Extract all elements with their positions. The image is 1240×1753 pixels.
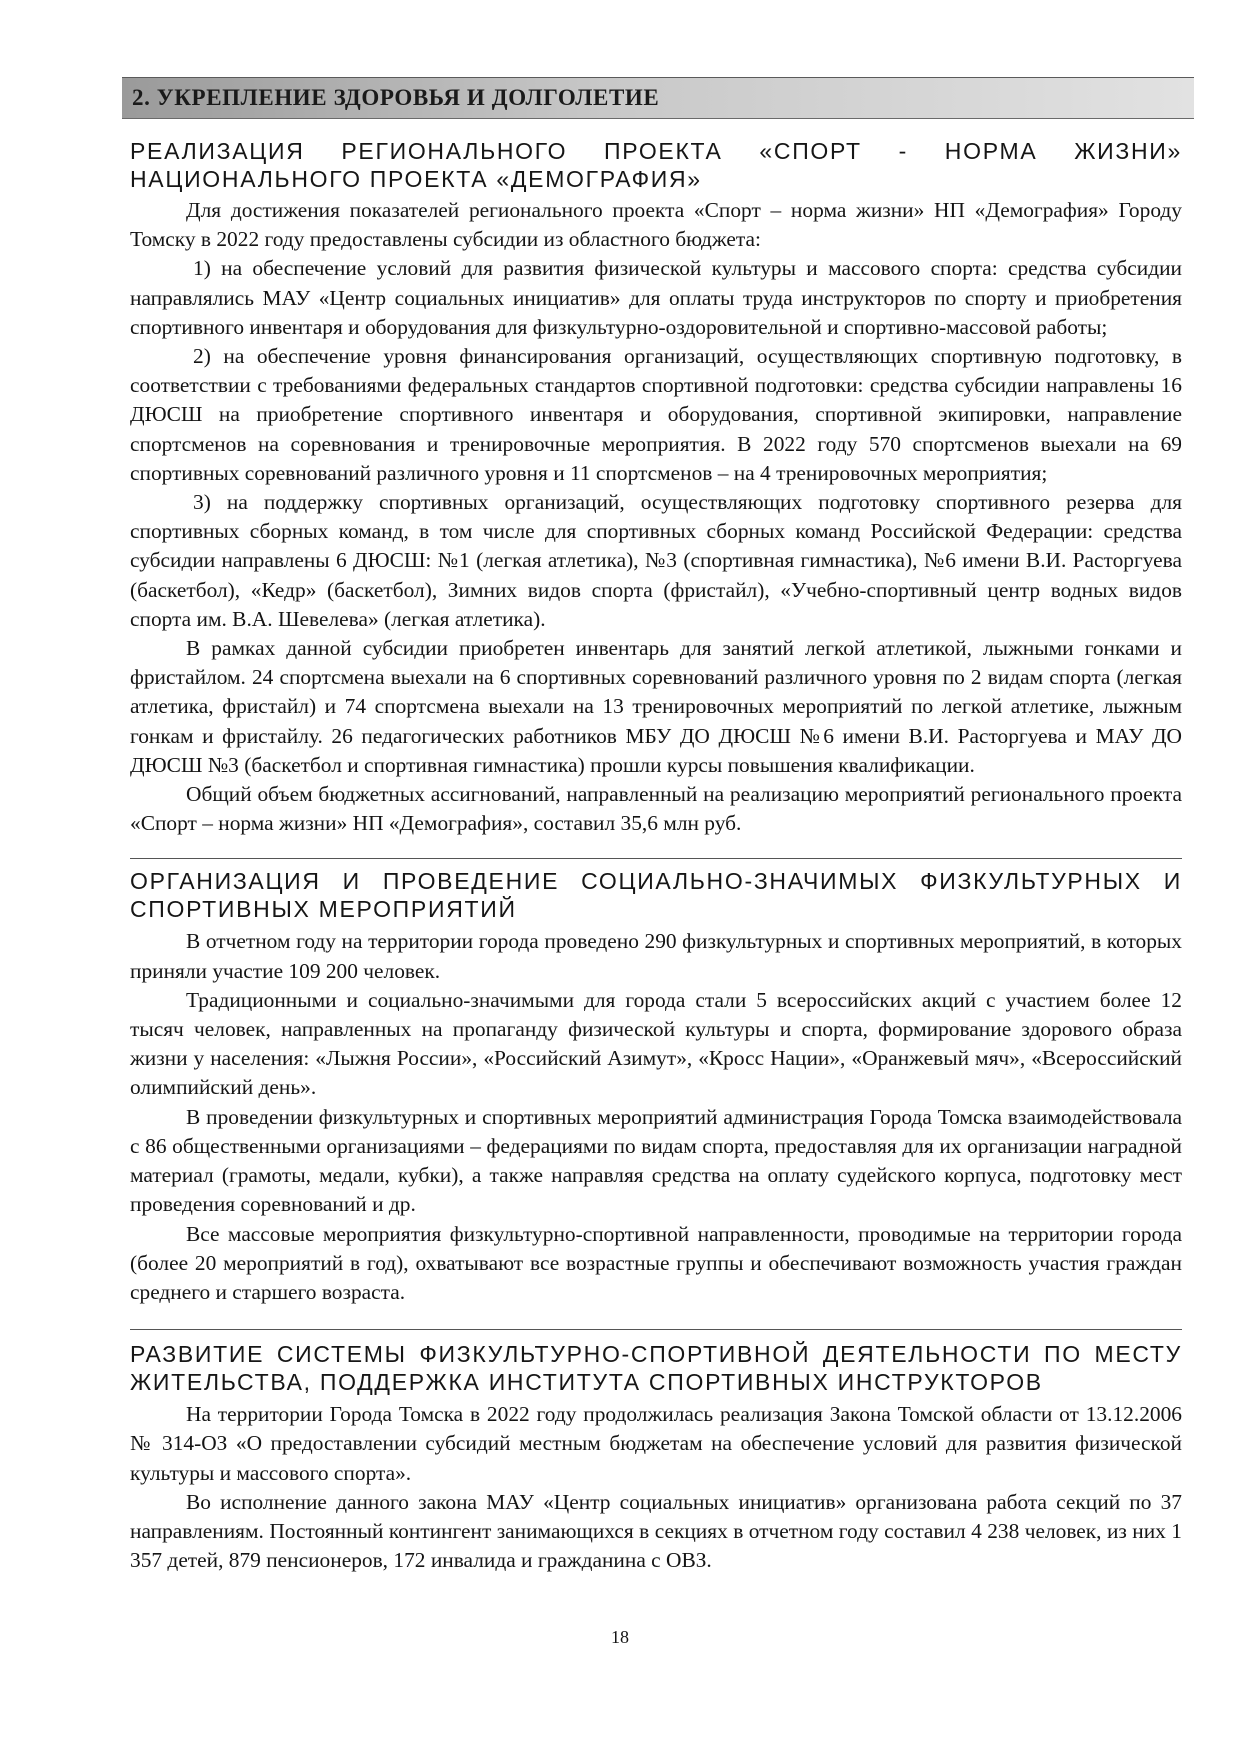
paragraph: На территории Города Томска в 2022 году продолжилась реализация Закона Томской области от 13.12.2006 № 314-ОЗ «О предоставлении субсидий местным бюджетам на обеспечение условий для развития физической культуры и массового спорта». [130, 1402, 1182, 1485]
paragraph: Все массовые мероприятия физкультурно-спортивной направленности, проводимые на территории города (более 20 мероприятий в год), охватывают все возрастные группы и обеспечивают возможность участия граждан среднего и старшего возраста. [130, 1221, 1182, 1304]
list-item: 1) на обеспечение условий для развития физической культуры и массового спорта: средства субсидии направлялись МАУ «Центр социальных инициатив» для оплаты труда инструкторов по спорту и приобретения спортивного инвентаря и оборудования для физкультурно-оздоровительной и спортивно-массовой работы; [130, 256, 1182, 339]
section-regional-project [130, 137, 1182, 838]
paragraph: Во исполнение данного закона МАУ «Центр социальных инициатив» организована работа секций по 37 направлениям. Постоянный контингент занимающихся в секциях в отчетном году составил 4 238 человек, из них 1 357 детей, 879 пенсионеров, 172 инвалида и гражданина с ОВЗ. [130, 1489, 1182, 1573]
paragraph: Общий объем бюджетных ассигнований, направленный на реализацию мероприятий регионального проекта «Спорт – норма жизни» НП «Демография», составил 35,6 млн руб. [130, 782, 1182, 836]
page-number: 18 [611, 1627, 629, 1647]
list-item: 2) на обеспечение уровня финансирования организаций, осуществляющих спортивную подготовку, в соответствии с требованиями федеральных стандартов спортивной подготовки: средства субсидии направлены 16 ДЮСШ на приобретение спортивного инвентаря и оборудования, спортивной экипировки, направление спортсменов на соревнования и тренировочные мероприятия. В 2022 году 570 спортсменов выехали на 69 спортивных соревнований различного уровня и 11 спортсменов – на 4 тренировочных мероприятия; [130, 344, 1182, 485]
paragraph: Традиционными и социально-значимыми для города стали 5 всероссийских акций с участием более 12 тысяч человек, направленных на пропаганду физической культуры и спорта, формирование здорового образа жизни у населения: «Лыжня России», «Российский Азимут», «Кросс Нации», «Оранжевый мяч», «Всероссийский олимпийский день». [130, 987, 1182, 1100]
section-divider [130, 1329, 1182, 1330]
paragraph: Для достижения показателей регионального проекта «Спорт – норма жизни» НП «Демография» Городу Томску в 2022 году предоставлены субсидии из областного бюджета: [130, 198, 1182, 252]
section-divider [130, 858, 1182, 859]
paragraph: В рамках данной субсидии приобретен инвентарь для занятий легкой атлетикой, лыжными гонками и фристайлом. 24 спортсмена выехали на 6 спортивных соревнований различного уровня по 2 видам спорта (легкая атлетика, фристайл) и 74 спортсмена выехали на 13 тренировочных мероприятий по легкой атлетике, лыжным гонкам и фристайлу. 26 педагогических работников МБУ ДО ДЮСШ №6 имени В.И. Расторгуева и МАУ ДО ДЮСШ №3 (баскетбол и спортивная гимнастика) прошли курсы повышения квалификации. [130, 636, 1182, 777]
section-title: РАЗВИТИЕ СИСТЕМЫ ФИЗКУЛЬТУРНО-СПОРТИВНОЙ ДЕЯТЕЛЬНОСТИ ПО МЕСТУ ЖИТЕЛЬСТВА, ПОДДЕРЖКА ИНСТИТУТА СПОРТИВНЫХ ИНСТРУКТОРОВ [130, 1341, 1182, 1396]
section-title: ОРГАНИЗАЦИЯ И ПРОВЕДЕНИЕ СОЦИАЛЬНО-ЗНАЧИМЫХ ФИЗКУЛЬТУРНЫХ И СПОРТИВНЫХ МЕРОПРИЯТИЙ [130, 868, 1182, 923]
paragraph: В отчетном году на территории города проведено 290 физкультурных и спортивных мероприятий, в которых приняли участие 109 200 человек. [130, 929, 1182, 983]
chapter-header [122, 77, 1194, 119]
chapter-title: 2. УКРЕПЛЕНИЕ ЗДОРОВЬЯ И ДОЛГОЛЕТИЕ [132, 85, 660, 110]
section-events [130, 867, 1182, 1307]
paragraph: В проведении физкультурных и спортивных мероприятий администрация Города Томска взаимодействовала с 86 общественными организациями – федерациями по видам спорта, предоставляя для их организации наградной материал (грамоты, медали, кубки), а также направляя средства на оплату судейского корпуса, подготовку мест проведения соревнований и др. [130, 1104, 1182, 1217]
list-item: 3) на поддержку спортивных организаций, осуществляющих подготовку спортивного резерва для спортивных сборных команд, в том числе для спортивных сборных команд Российской Федерации: средства субсидии направлены 6 ДЮСШ: №1 (легкая атлетика), №3 (спортивная гимнастика), №6 имени В.И. Расторгуева (баскетбол), «Кедр» (баскетбол), Зимних видов спорта (фристайл), «Учебно-спортивный центр водных видов спорта им. В.А. Шевелева» (легкая атлетика). [130, 490, 1182, 631]
section-title: РЕАЛИЗАЦИЯ РЕГИОНАЛЬНОГО ПРОЕКТА «СПОРТ - НОРМА ЖИЗНИ» НАЦИОНАЛЬНОГО ПРОЕКТА «ДЕМОГРАФИЯ» [130, 138, 1182, 192]
page-content [130, 137, 1182, 1575]
section-residence-sports [130, 1340, 1182, 1575]
